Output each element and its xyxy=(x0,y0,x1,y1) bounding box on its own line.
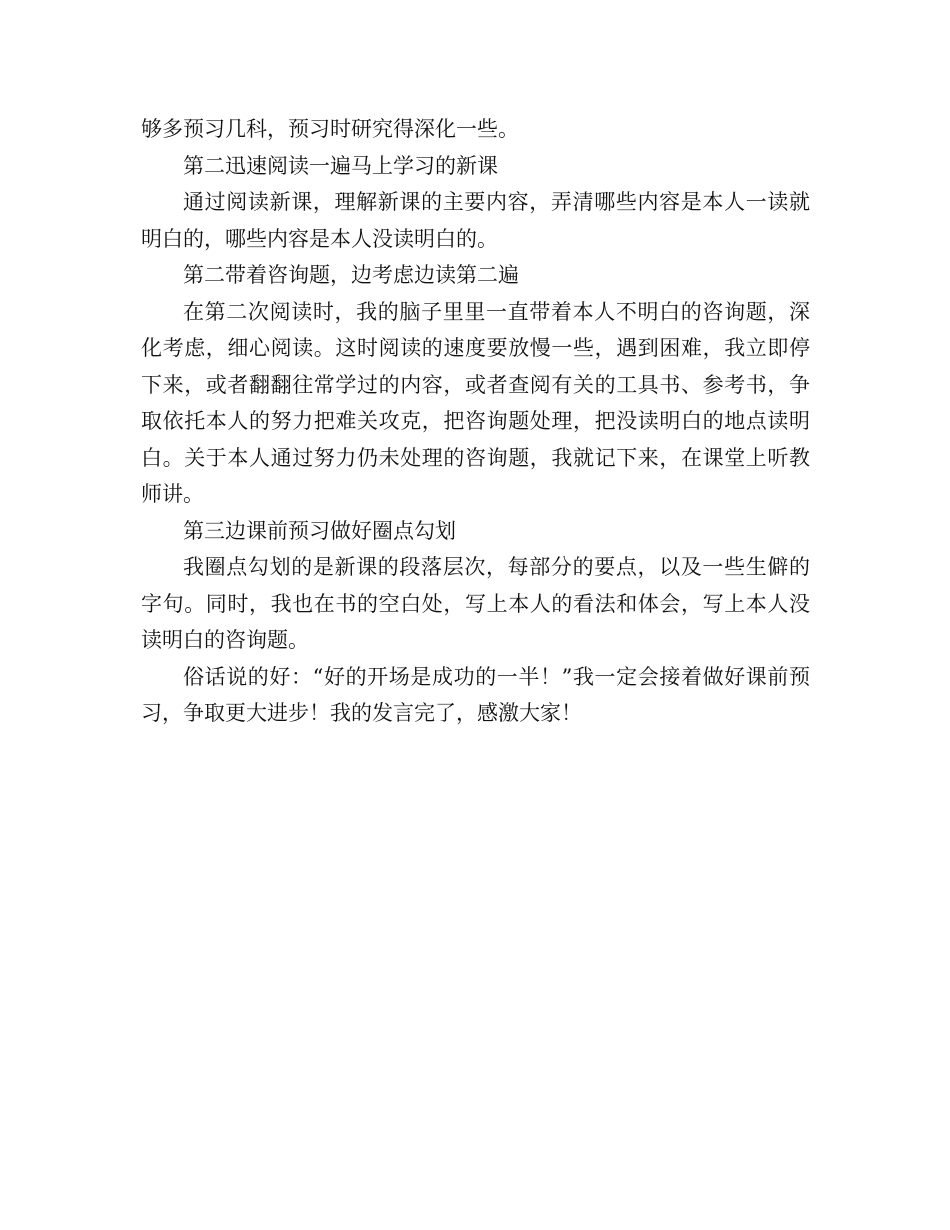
paragraph-continuation: 够多预习几科，预习时研究得深化一些。 xyxy=(141,117,519,141)
section-heading-quick-read: 第二迅速阅读一遍马上学习的新课 xyxy=(183,153,498,178)
paragraph-quick-read: 通过阅读新课，理解新课的主要内容，弄清哪些内容是本人一读就明白的，哪些内容是本人没读明白的。 xyxy=(141,190,810,251)
section-heading-annotate: 第三边课前预习做好圈点勾划 xyxy=(183,518,456,543)
paragraph-closing: 俗话说的好：“好的开场是成功的一半！”我一定会接着做好课前预习，争取更大进步！我的发言完了，感激大家！ xyxy=(141,664,810,725)
paragraph-annotate: 我圈点勾划的是新课的段落层次，每部分的要点，以及一些生僻的字句。同时，我也在书的空白处，写上本人的看法和体会，写上本人没读明白的咨询题。 xyxy=(141,555,810,652)
section-heading-second-read: 第二带着咨询题，边考虑边读第二遍 xyxy=(183,263,519,287)
document-body xyxy=(141,111,810,732)
paragraph-second-read: 在第二次阅读时，我的脑子里里一直带着本人不明白的咨询题，深化考虑，细心阅读。这时阅读的速度要放慢一些，遇到困难，我立即停下来，或者翻翻往常学过的内容，或者查阅有关的工具书、参考书，争取依托本人的努力把难关攻克，把咨询题处理，把没读明白的地点读明白。关于本人通过努力仍未处理的咨询题，我就记下来，在课堂上听教师讲。 xyxy=(141,299,810,506)
